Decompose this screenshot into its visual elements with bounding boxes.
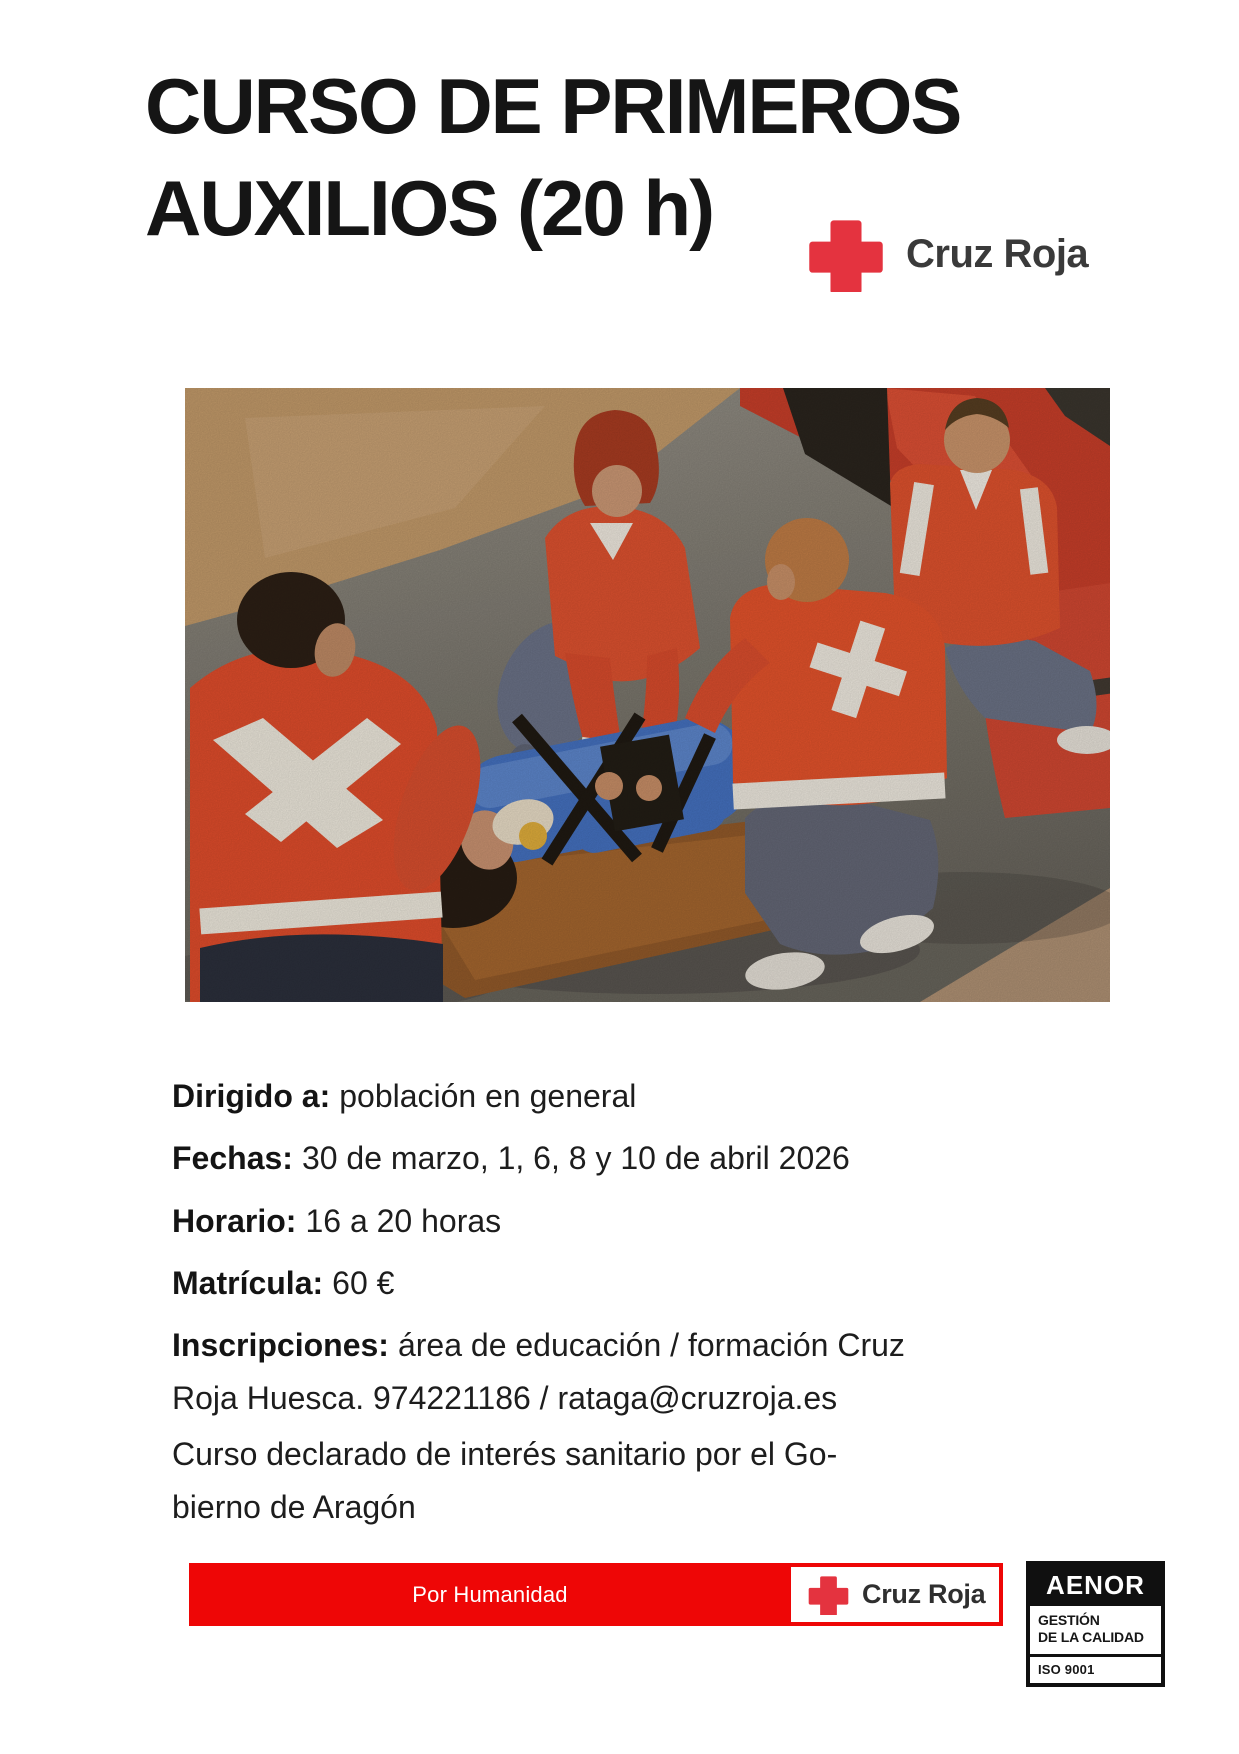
cruz-roja-logo [808,216,1088,292]
detail-interes-sanitario-line1: Curso declarado de interés sanitario por el Go- [172,1436,838,1472]
detail-dirigido-text: población en general [339,1078,637,1114]
detail-interes-sanitario-line2: bierno de Aragón [172,1489,416,1525]
detail-dirigido-label: Dirigido a: [172,1078,331,1114]
aenor-wordmark: AENOR [1030,1565,1161,1606]
footer-banner [189,1563,1003,1626]
detail-fechas-label: Fechas: [172,1140,293,1176]
detail-matricula-label: Matrícula: [172,1265,324,1301]
footer-slogan: Por Humanidad [412,1581,568,1607]
course-photo [185,388,1110,1002]
detail-fechas-text: 30 de marzo, 1, 6, 8 y 10 de abril 2026 [301,1140,850,1176]
footer-cruz-roja-logo [791,1567,999,1622]
detail-horario [172,1195,501,1248]
footer-cruz-roja-wordmark: Cruz Roja [862,1579,986,1609]
course-photo-illustration [185,388,1110,1002]
detail-interes-sanitario [172,1428,837,1534]
aenor-iso-standard: ISO 9001 [1038,1662,1095,1677]
detail-horario-text: 16 a 20 horas [305,1203,502,1239]
aenor-cert-label [1030,1606,1161,1657]
red-cross-icon [808,1574,849,1615]
detail-inscripciones-text-line1: área de educación / formación Cruz [397,1327,905,1363]
red-cross-icon [808,216,884,292]
page-title-line1: CURSO DE PRIMEROS [145,62,961,150]
detail-inscripciones-text-line2: Roja Huesca. 974221186 / rataga@cruzroja.es [172,1380,838,1416]
detail-matricula-text: 60 € [332,1265,395,1301]
cruz-roja-wordmark: Cruz Roja [906,231,1089,276]
page-title-line2: AUXILIOS (20 h) [145,164,714,252]
detail-dirigido [172,1070,636,1123]
aenor-seal [1026,1561,1165,1687]
detail-matricula [172,1257,394,1310]
aenor-cert-line2: DE LA CALIDAD [1038,1629,1144,1645]
detail-fechas [172,1132,850,1185]
aenor-cert-line1: GESTIÓN [1038,1612,1100,1628]
detail-inscripciones-label: Inscripciones: [172,1327,389,1363]
detail-inscripciones [172,1319,905,1425]
detail-horario-label: Horario: [172,1203,297,1239]
